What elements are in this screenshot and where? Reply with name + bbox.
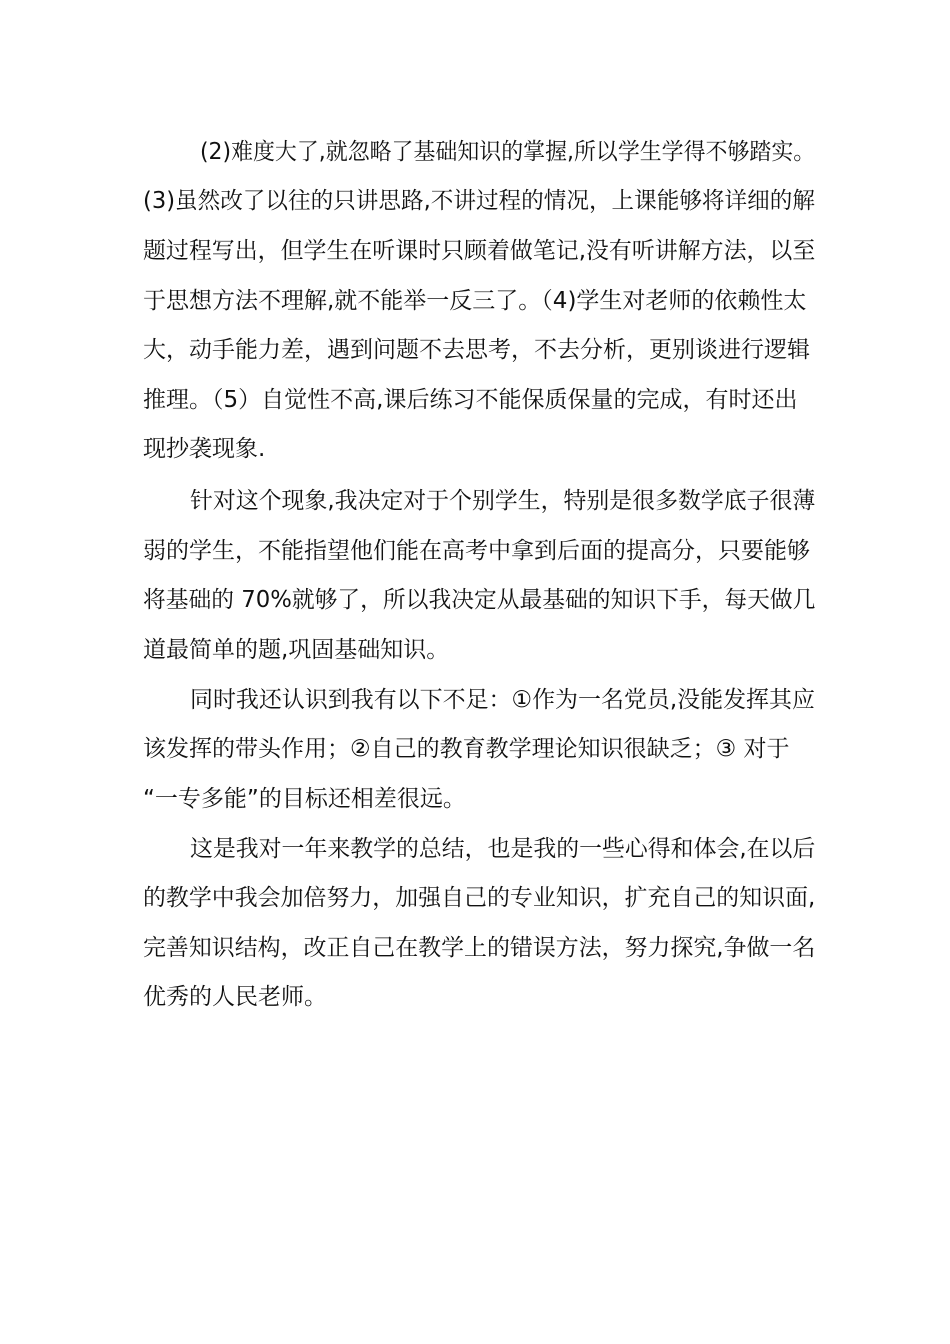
text-line: 道最简单的题,巩固基础知识。 [143, 637, 450, 663]
text-line: (2)难度大了,就忽略了基础知识的掌握,所以学生学得不够踏实。 [200, 139, 816, 165]
text-line: 的教学中我会加倍努力，加强自己的专业知识，扩充自己的知识面, [143, 885, 816, 911]
text-line: 大，动手能力差，遇到问题不去思考，不去分析，更别谈进行逻辑 [143, 337, 810, 363]
text-line: 该发挥的带头作用；②自己的教育教学理论知识很缺乏；③ 对于 [143, 736, 790, 762]
text-line: 于思想方法不理解,就不能举一反三了。（4)学生对老师的依赖性太 [143, 288, 807, 314]
text-line: 针对这个现象,我决定对于个别学生，特别是很多数学底子很薄 [190, 488, 816, 514]
text-line: 弱的学生，不能指望他们能在高考中拿到后面的提高分，只要能够 [143, 538, 810, 564]
text-line: 现抄袭现象. [143, 436, 266, 462]
text-line: 将基础的 70%就够了，所以我决定从最基础的知识下手，每天做几 [143, 587, 816, 613]
text-line: 这是我对一年来教学的总结，也是我的一些心得和体会,在以后 [190, 836, 816, 862]
text-line: 同时我还认识到我有以下不足：①作为一名党员,没能发挥其应 [190, 687, 815, 713]
text-line: 推理。（5）自觉性不高,课后练习不能保质保量的完成，有时还出 [143, 387, 798, 413]
text-line: “一专多能”的目标还相差很远。 [143, 786, 466, 812]
text-line: 完善知识结构，改正自己在教学上的错误方法，努力探究,争做一名 [143, 935, 816, 961]
text-line: 优秀的人民老师。 [143, 984, 327, 1010]
text-line: 题过程写出，但学生在听课时只顾着做笔记,没有听讲解方法，以至 [143, 238, 816, 264]
text-line: (3)虽然改了以往的只讲思路,不讲过程的情况，上课能够将详细的解 [143, 188, 815, 214]
